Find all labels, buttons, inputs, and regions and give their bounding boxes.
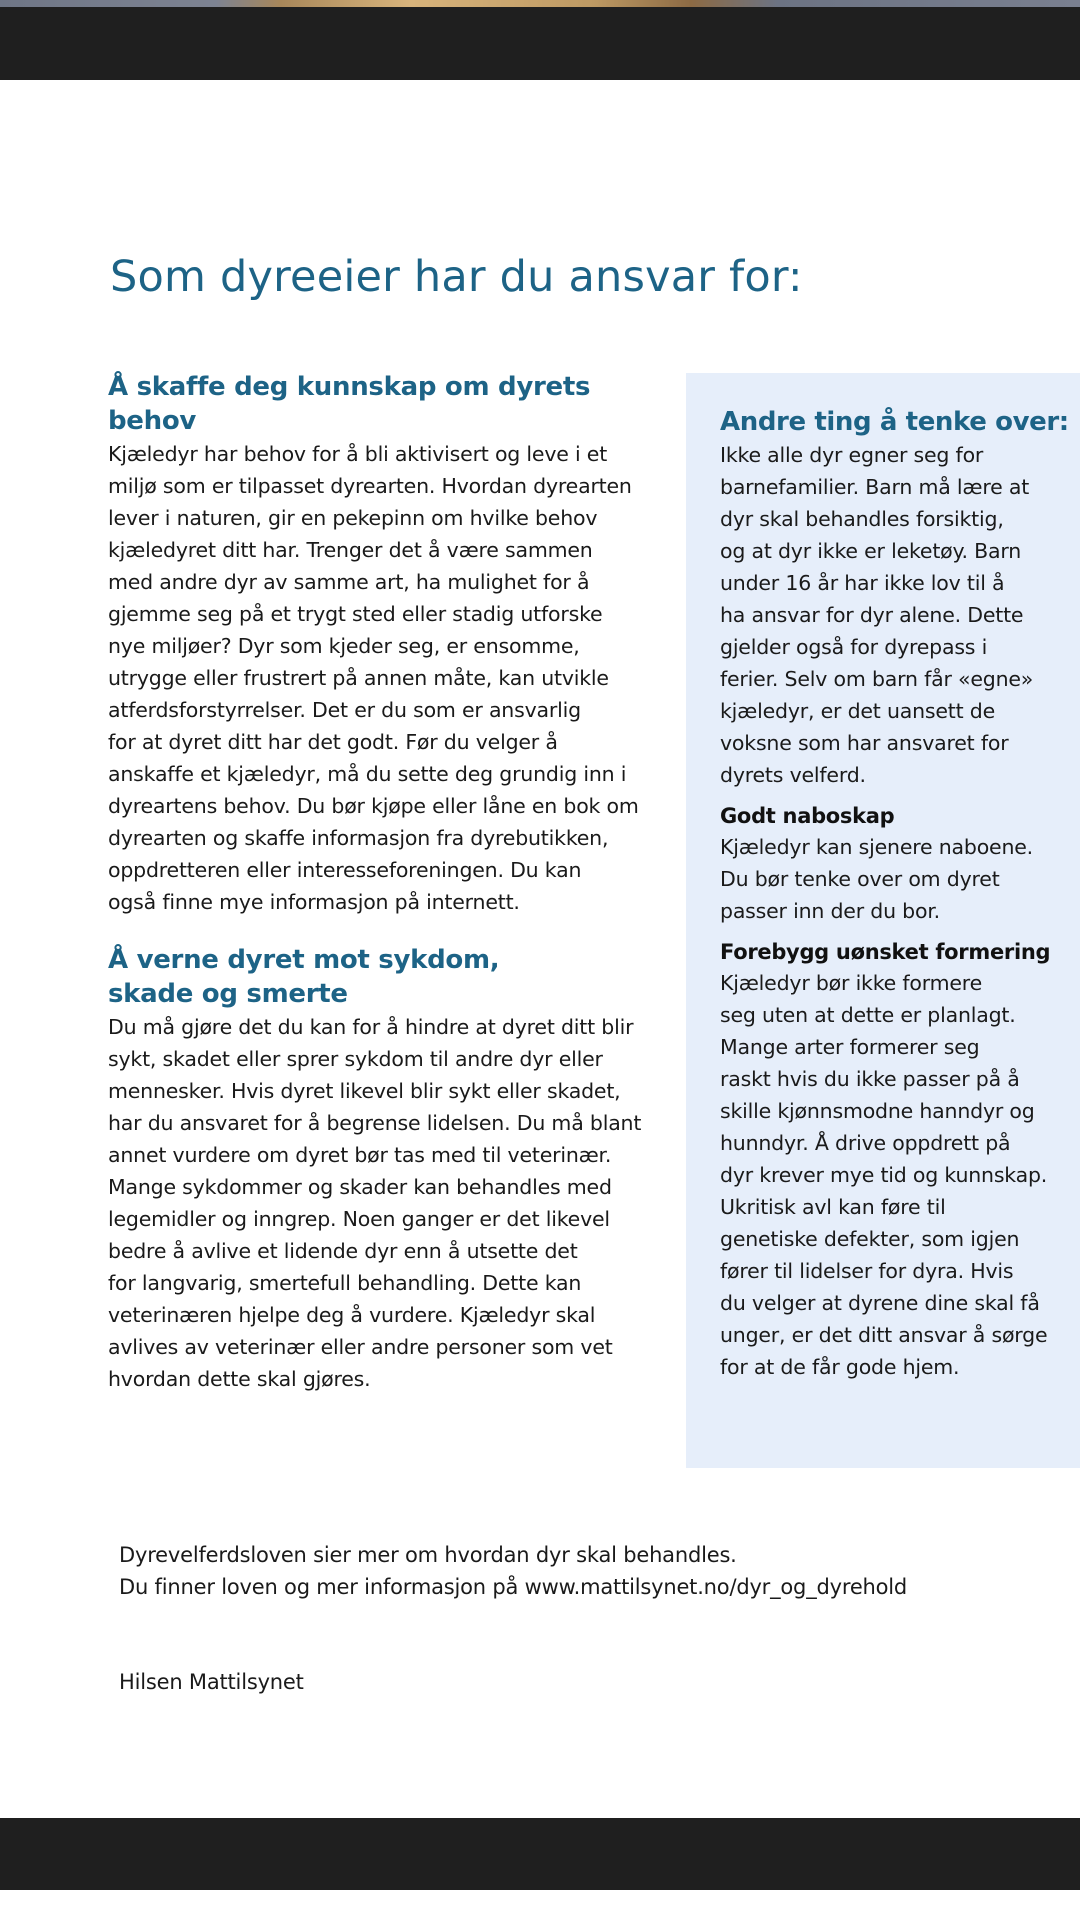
section-protection	[108, 943, 658, 1395]
section-heading-knowledge: Å skaffe deg kunnskap om dyrets behov	[108, 372, 591, 436]
footer-info	[119, 1539, 1019, 1603]
sidebar-heading: Andre ting å tenke over:	[720, 407, 1069, 437]
sidebar-box	[686, 373, 1080, 1468]
page-title: Som dyreeier har du ansvar for:	[110, 252, 803, 302]
top-viewer-bar	[0, 7, 1080, 80]
sidebar-body-neighbours: Kjæledyr kan sjenere naboene. Du bør tenke over om dyret passer inn der du bor.	[720, 835, 1033, 923]
section-heading-protection: Å verne dyret mot sykdom, skade og smerte	[108, 945, 500, 1009]
footer-line-website: Du finner loven og mer informasjon på www.mattilsynet.no/dyr_og_dyrehold	[119, 1575, 908, 1599]
sidebar-subheading-breeding: Forebygg uønsket formering	[720, 940, 1051, 964]
section-body-knowledge: Kjæledyr har behov for å bli aktivisert og leve i et miljø som er tilpasset dyrearten. Hvordan dyrearten lever i naturen, gir en pekepinn om hvilke behov kjæledyret ditt har. Trenger det å være sammen med andre dyr av samme art, ha mulighet for å gjemme seg på et trygt sted eller stadig utforske nye miljøer? Dyr som kjeder seg, er ensomme, utrygge eller frustrert på annen måte, kan utvikle atferdsforstyrrelser. Det er du som er ansvarlig for at dyret ditt har det godt. Før du velger å anskaffe et kjæledyr, må du sette deg grundig inn i dyreartens behov. Du bør kjøpe eller låne en bok om dyrearten og skaffe informasjon fra dyrebutikken, oppdretteren eller interesseforeningen. Du kan også finne mye informasjon på internett.	[108, 442, 639, 914]
sidebar-subheading-neighbours: Godt naboskap	[720, 804, 895, 828]
section-body-protection: Du må gjøre det du kan for å hindre at dyret ditt blir sykt, skadet eller sprer sykdom til andre dyr eller mennesker. Hvis dyret likevel blir sykt eller skadet, har du ansvaret for å begrense lidelsen. Du må blant annet vurdere om dyret bør tas med til veterinær. Mange sykdommer og skader kan behandles med legemidler og inngrep. Noen ganger er det likevel bedre å avlive et lidende dyr enn å utsette det for langvarig, smertefull behandling. Dette kan veterinæren hjelpe deg å vurdere. Kjæledyr skal avlives av veterinær eller andre personer som vet hvordan dette skal gjøres.	[108, 1015, 642, 1391]
sidebar-body-breeding: Kjæledyr bør ikke formere seg uten at dette er planlagt. Mange arter formerer seg raskt hvis du ikke passer på å skille kjønnsmodne hanndyr og hunndyr. Å drive oppdrett på dyr krever mye tid og kunnskap. Ukritisk avl kan føre til genetiske defekter, som igjen fører til lidelser for dyra. Hvis du velger at dyrene dine skal få unger, er det ditt ansvar å sørge for at de får gode hjem.	[720, 971, 1048, 1379]
sidebar-intro: Ikke alle dyr egner seg for barnefamilier. Barn må lære at dyr skal behandles forsiktig, og at dyr ikke er leketøy. Barn under 16 år har ikke lov til å ha ansvar for dyr alene. Dette gjelder også for dyrepass i ferier. Selv om barn får «egne» kjæledyr, er det uansett de voksne som har ansvaret for dyrets velferd.	[720, 443, 1034, 787]
sidebar-content	[720, 405, 1070, 1383]
signature: Hilsen Mattilsynet	[119, 1670, 304, 1694]
section-knowledge	[108, 370, 658, 918]
bottom-viewer-bar	[0, 1818, 1080, 1890]
top-photo-edge	[0, 0, 1080, 7]
footer-line-law: Dyrevelferdsloven sier mer om hvordan dyr skal behandles.	[119, 1543, 737, 1567]
